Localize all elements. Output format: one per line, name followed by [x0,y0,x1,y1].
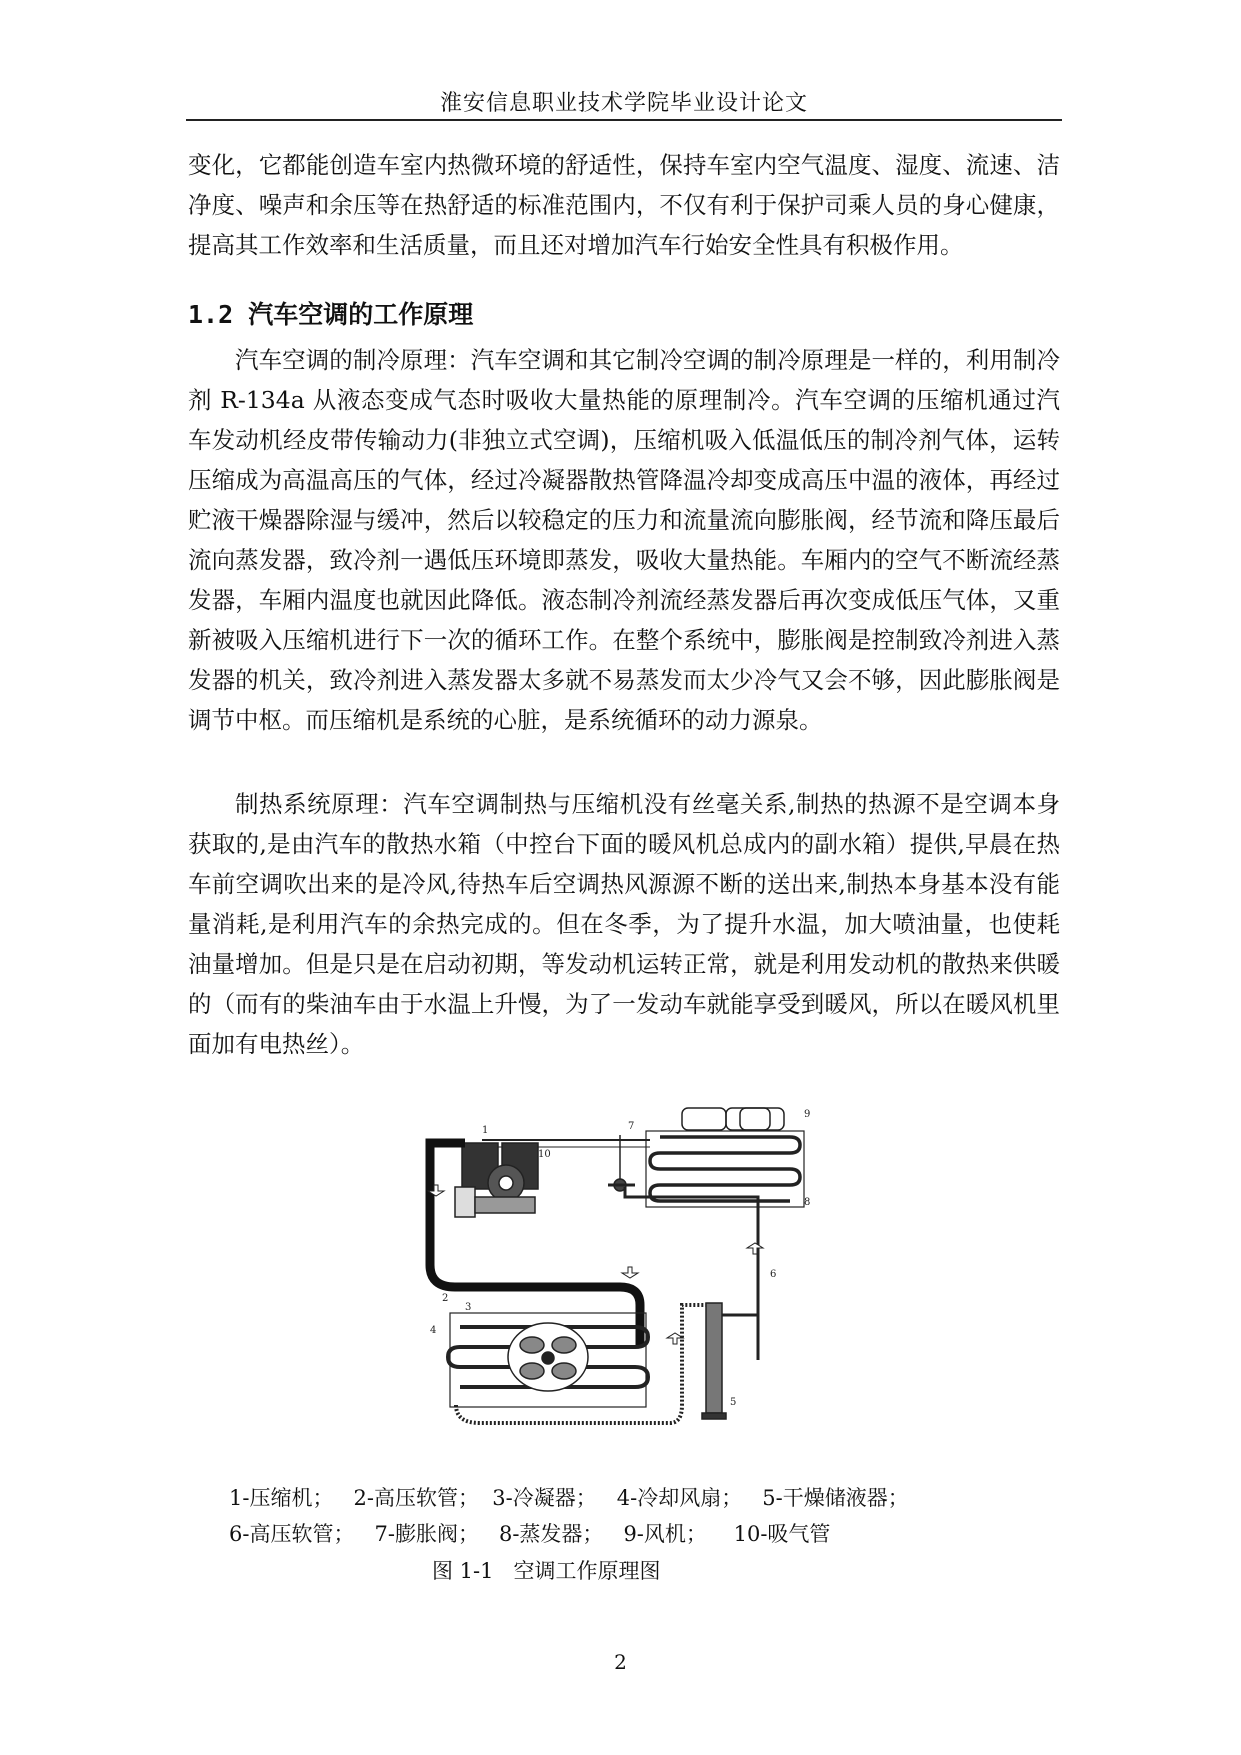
figure-legend-line-1: 1-压缩机； 2-高压软管； 3-冷凝器； 4-冷却风扇； 5-干燥储液器； [229,1486,909,1510]
part-label-4: 4 [430,1325,437,1336]
section-heading: 1.2 汽车空调的工作原理 [188,300,474,329]
expansion-valve [608,1135,635,1191]
paragraph-heating-principle: 制热系统原理：汽车空调制热与压缩机没有丝毫关系,制热的热源不是空调本身获取的,是由汽车的散热水箱（中控台下面的暖风机总成内的副水箱）提供,早晨在热车前空调吹出来的是冷风,待热车后空调热风源源不断的送出来,制热本身基本没有能量消耗,是利用汽车的余热完成的。但在冬季，为了提升水温，加大喷油量，也使耗油量增加。但是只是在启动初期，等发动机运转正常，就是利用发动机的散热来供暖的（而有的柴油车由于水温上升慢，为了一发动车就能享受到暖风，所以在暖风机里面加有电热丝）。 [188,790,1060,1058]
part-label-5: 5 [730,1397,737,1408]
cooling-fan [508,1323,588,1391]
part-label-7: 7 [628,1121,635,1132]
paragraph-cooling-principle: 汽车空调的制冷原理：汽车空调和其它制冷空调的制冷原理是一样的，利用制冷剂 R-134a 从液态变成气态时吸收大量热能的原理制冷。汽车空调的压缩机通过汽车发动机经皮带传输动力(非独立式空调)，压缩机吸入低温低压的制冷剂气体，运转压缩成为高温高压的气体，经过冷凝器散热管降温冷却变成高压中温的液体，再经过贮液干燥器除湿与缓冲，然后以较稳定的压力和流量流向膨胀阀，经节流和降压最后流向蒸发器，致冷剂一遇低压环境即蒸发，吸收大量热能。车厢内的空气不断流经蒸发器，车厢内温度也就因此降低。液态制冷剂流经蒸发器后再次变成低压气体，又重新被吸入压缩机进行下一次的循环工作。在整个系统中，膨胀阀是控制致冷剂进入蒸发器的机关，致冷剂进入蒸发器太多就不易蒸发而太少冷气又会不够，因此膨胀阀是调节中枢。而压缩机是系统的心脏，是系统循环的动力源泉。 [188,346,1060,734]
part-label-2: 2 [442,1293,449,1304]
figure-legend-line-2: 6-高压软管； 7-膨胀阀； 8-蒸发器； 9-风机； 10-吸气管 [229,1522,831,1546]
header-rule [186,119,1062,121]
paragraph-1: 变化，它都能创造车室内热微环境的舒适性，保持车室内空气温度、湿度、流速、洁净度、噪声和余压等在热舒适的标准范围内，不仅有利于保护司乘人员的身心健康，提高其工作效率和生活质量，而且还对增加汽车行始安全性具有积极作用。 [188,151,1060,259]
part-label-6: 6 [770,1269,777,1280]
ac-schematic-diagram [420,1105,850,1445]
figure-caption: 图 1-1 空调工作原理图 [432,1559,661,1583]
high-pressure-hose-6 [625,1187,758,1360]
part-label-9: 9 [804,1109,811,1120]
part-label-8: 8 [804,1197,811,1208]
blower-unit [682,1108,784,1130]
part-label-1: 1 [482,1125,489,1136]
part-label-10: 10 [538,1149,551,1160]
page-header: 淮安信息职业技术学院毕业设计论文 [439,91,808,116]
page-number: 2 [614,1650,627,1674]
compressor [455,1143,538,1217]
part-label-3: 3 [465,1302,472,1313]
